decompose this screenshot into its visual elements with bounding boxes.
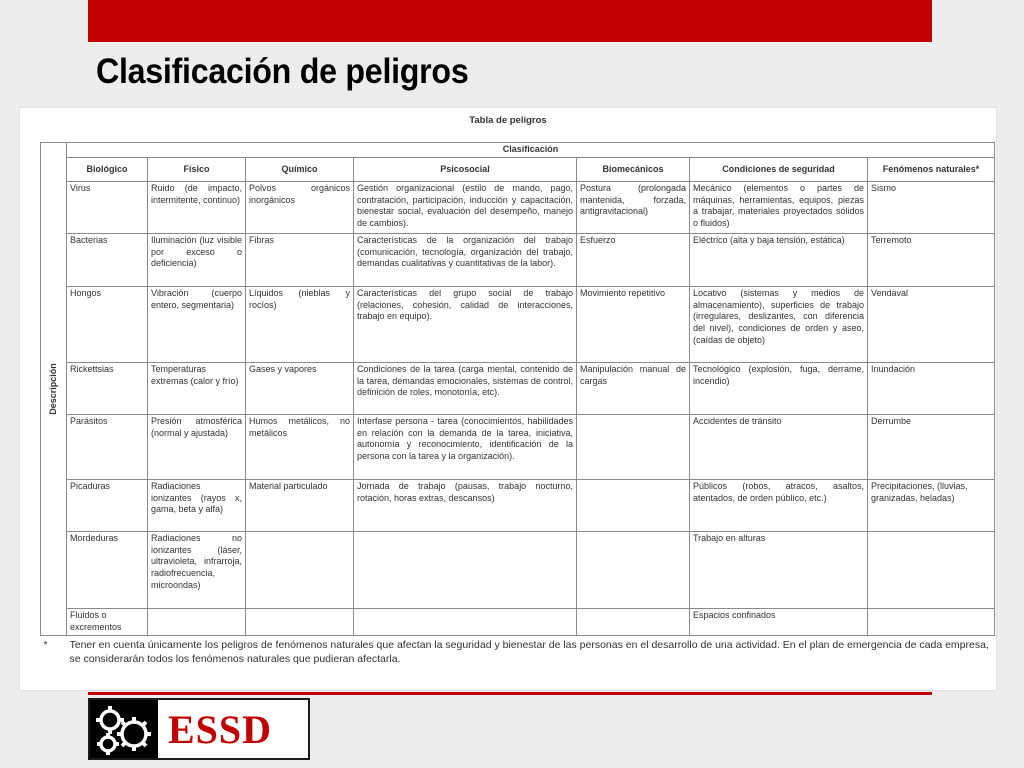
top-accent-bar xyxy=(88,0,932,42)
table-cell: Líquidos (nieblas y rocíos) xyxy=(246,287,354,363)
column-header: Biomecánicos xyxy=(577,158,690,182)
table-cell: Hongos xyxy=(67,287,148,363)
logo-text: ESSD xyxy=(168,706,273,752)
table-cell xyxy=(148,609,246,636)
footnote-text: Tener en cuenta únicamente los peligros de fenómenos naturales que afectan la seguridad y bienestar de las personas en el desarrollo de una actividad. En el plan de emergencia de cada empresa, se considerarán todos los fenómenos naturales que pudieran afectarla. xyxy=(69,639,989,665)
table-cell: Gases y vapores xyxy=(246,363,354,415)
table-cell: Inundación xyxy=(868,363,995,415)
footnote-mark: * xyxy=(43,639,48,651)
table-cell xyxy=(577,532,690,609)
column-header: Psicosocial xyxy=(354,158,577,182)
bottom-accent-line xyxy=(88,692,932,695)
hazards-table xyxy=(40,142,995,667)
slide-title: Clasificación de peligros xyxy=(96,52,469,91)
table-cell: Rickettsias xyxy=(67,363,148,415)
table-cell: Vibración (cuerpo entero, segmentaria) xyxy=(148,287,246,363)
table-row xyxy=(41,287,995,363)
table-cell: Derrumbe xyxy=(868,415,995,480)
table-cell: Condiciones de la tarea (carga mental, contenido de la tarea, demandas emocionales, sistemas de control, definición de roles, monotonía, etc). xyxy=(354,363,577,415)
table-cell: Temperaturas extremas (calor y frío) xyxy=(148,363,246,415)
table-cell: Movimiento repetitivo xyxy=(577,287,690,363)
hazards-table-image xyxy=(20,108,996,690)
table-cell: Iluminación (luz visible por exceso o deficiencia) xyxy=(148,234,246,287)
company-logo xyxy=(88,698,310,760)
table-cell xyxy=(577,415,690,480)
table-cell: Fluidos o excrementos xyxy=(67,609,148,636)
table-cell: Postura (prolongada mantenida, forzada, antigravitacional) xyxy=(577,182,690,234)
table-cell: Fibras xyxy=(246,234,354,287)
table-row xyxy=(41,415,995,480)
table-cell: Accidentes de tránsito xyxy=(690,415,868,480)
table-cell: Características de la organización del trabajo (comunicación, tecnología, organización del trabajo, demandas cualitativas y cuantitativas de la labor). xyxy=(354,234,577,287)
table-cell: Material particulado xyxy=(246,480,354,532)
table-cell: Picaduras xyxy=(67,480,148,532)
description-side-label: Descripción xyxy=(47,363,58,415)
table-cell: Sismo xyxy=(868,182,995,234)
table-cell: Manipulación manual de cargas xyxy=(577,363,690,415)
table-cell: Públicos (robos, atracos, asaltos, atentados, de orden público, etc.) xyxy=(690,480,868,532)
table-cell: Radiaciones no ionizantes (láser, ultravioleta, infrarroja, radiofrecuencia, microondas) xyxy=(148,532,246,609)
table-cell: Interfase persona - tarea (conocimientos, habilidades en relación con la demanda de la tarea, iniciativa, autonomía y reconocimiento, identificación de la persona con la tarea y la organización). xyxy=(354,415,577,480)
table-cell: Radiaciones ionizantes (rayos x, gama, beta y alfa) xyxy=(148,480,246,532)
table-cell xyxy=(246,609,354,636)
table-row xyxy=(41,532,995,609)
column-header: Químico xyxy=(246,158,354,182)
table-cell: Esfuerzo xyxy=(577,234,690,287)
table-row xyxy=(41,480,995,532)
table-cell: Mecánico (elementos o partes de máquinas, herramientas, equipos, piezas a trabajar, materiales proyectados sólidos o fluidos) xyxy=(690,182,868,234)
table-cell: Virus xyxy=(67,182,148,234)
footnote-row xyxy=(41,636,995,668)
table-cell xyxy=(577,480,690,532)
table-cell: Parásitos xyxy=(67,415,148,480)
table-cell xyxy=(354,609,577,636)
table-cell xyxy=(354,532,577,609)
column-header: Físico xyxy=(148,158,246,182)
description-side-label-cell xyxy=(41,143,67,636)
column-header: Fenómenos naturales* xyxy=(868,158,995,182)
table-cell: Ruido (de impacto, intermitente, continuo) xyxy=(148,182,246,234)
table-cell xyxy=(868,609,995,636)
table-cell: Espacios confinados xyxy=(690,609,868,636)
table-cell: Mordeduras xyxy=(67,532,148,609)
table-row xyxy=(41,234,995,287)
column-header: Biológico xyxy=(67,158,148,182)
table-cell: Precipitaciones, (lluvias, granizadas, heladas) xyxy=(868,480,995,532)
column-header: Condiciones de seguridad xyxy=(690,158,868,182)
table-cell xyxy=(246,532,354,609)
table-cell xyxy=(868,532,995,609)
table-cell: Polvos orgánicos inorgánicos xyxy=(246,182,354,234)
table-cell: Bacterias xyxy=(67,234,148,287)
table-cell: Jornada de trabajo (pausas, trabajo nocturno, rotación, horas extras, descansos) xyxy=(354,480,577,532)
table-cell: Trabajo en alturas xyxy=(690,532,868,609)
table-row xyxy=(41,363,995,415)
table-caption: Tabla de peligros xyxy=(469,115,547,126)
gears-icon xyxy=(90,700,158,758)
table-cell: Locativo (sistemas y medios de almacenamiento), superficies de trabajo (irregulares, deslizantes, con diferencia del nivel), condiciones de orden y aseo, (caídas de objeto) xyxy=(690,287,868,363)
table-cell xyxy=(577,609,690,636)
table-cell: Tecnológico (explosión, fuga, derrame, incendio) xyxy=(690,363,868,415)
table-cell: Características del grupo social de trabajo (relaciones, cohesión, calidad de interacciones, trabajo en equipo). xyxy=(354,287,577,363)
table-cell: Humos metálicos, no metálicos xyxy=(246,415,354,480)
table-cell: Eléctrico (alta y baja tensión, estática) xyxy=(690,234,868,287)
table-cell: Presión atmosférica (normal y ajustada) xyxy=(148,415,246,480)
table-row xyxy=(41,609,995,636)
table-row xyxy=(41,182,995,234)
table-cell: Gestión organizacional (estilo de mando, pago, contratación, participación, inducción y capacitación, bienestar social, evaluación del desempeño, manejo de cambios). xyxy=(354,182,577,234)
classification-header: Clasificación xyxy=(67,143,995,158)
table-cell: Terremoto xyxy=(868,234,995,287)
table-cell: Vendaval xyxy=(868,287,995,363)
